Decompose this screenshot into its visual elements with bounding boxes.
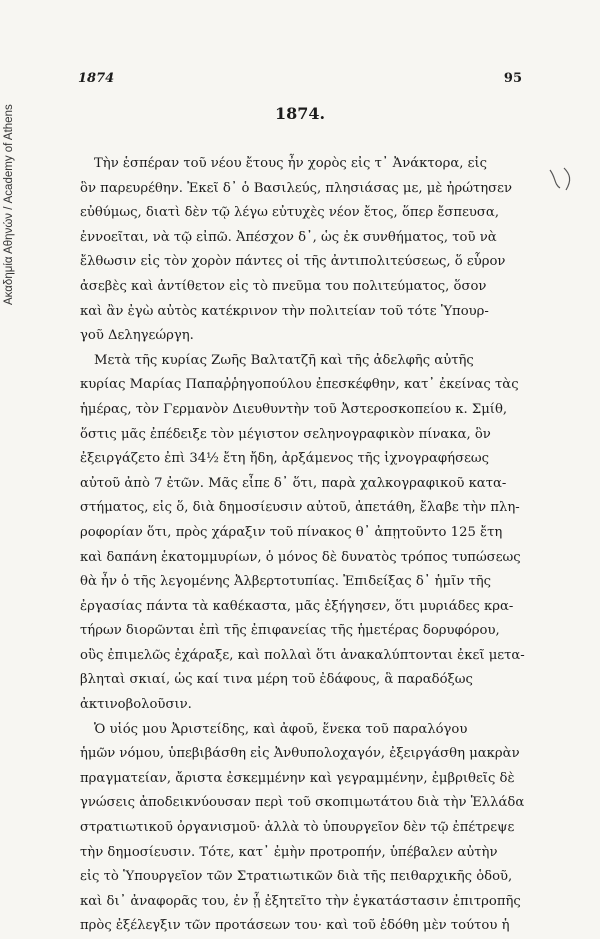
- text-line: ροφορίαν ὅτι, πρὸς χάραξιν τοῦ πίνακος θ᾽ ἀπῃτοῦντο 125 ἔτη: [80, 524, 503, 540]
- text-line: ἀκτινοβολοῦσιν.: [80, 697, 192, 713]
- text-line: γνώσεις ἀποδεικνύουσαν περὶ τοῦ σκοπιμωτάτου διὰ τὴν Ἑλλάδα: [80, 795, 525, 811]
- text-line: κυρίας Μαρίας Παπαῤῥηγοπούλου ἐπεσκέφθην, κατ᾽ ἐκείνας τὰς: [80, 377, 519, 393]
- text-line: ἡμέρας, τὸν Γερμανὸν Διευθυντὴν τοῦ Ἀστεροσκοπείου κ. Σμίθ,: [80, 401, 508, 417]
- archive-watermark-label: Ακαδημία Αθηνών / Academy of Athens: [3, 104, 15, 306]
- chapter-title: 1874.: [274, 104, 326, 123]
- handwritten-margin-mark: [546, 166, 576, 192]
- text-line: τήρων διορῶνται ἐπὶ τῆς ἐπιφανείας τῆς ἡμετέρας δορυφόρου,: [80, 623, 500, 639]
- text-line: γοῦ Δεληγεώργη.: [80, 328, 194, 344]
- text-line: εὐθύμως, διατὶ δὲν τῷ λέγω εὐτυχὲς νέον ἔτος, ὅπερ ἔσπευσα,: [80, 205, 500, 221]
- text-line: ἔλθωσιν εἰς τὸν χορὸν πάντες οἱ τῆς ἀντιπολιτεύσεως, ὅ εὗρον: [80, 254, 506, 270]
- text-line: τὴν δημοσίευσιν. Τότε, κατ᾽ ἐμὴν προτροπήν, ὑπέβαλεν αὐτὴν: [80, 844, 498, 860]
- text-line: Μετὰ τῆς κυρίας Ζωῆς Βαλτατζῆ καὶ τῆς ἀδελφῆς αὐτῆς: [94, 352, 474, 368]
- page-body: [80, 152, 530, 939]
- text-line: ἐννοεῖται, νὰ τῷ εἰπῶ. Ἀπέσχον δ᾽, ὡς ἐκ συνθήματος, τοῦ νὰ: [80, 229, 497, 245]
- text-line: ἀσεβὲς καὶ ἀντίθετον εἰς τὸ πνεῦμα του πολιτεύματος, ὅσον: [80, 278, 487, 294]
- text-line: θὰ ἦν ὁ τῆς λεγομένης Ἀλβερτοτυπίας. Ἐπιδείξας δ᾽ ἡμῖν τῆς: [80, 574, 492, 590]
- text-line: πραγματείαν, ἄριστα ἐσκεμμένην καὶ γεγραμμένην, ἐμβριθεῖς δὲ: [80, 770, 515, 786]
- text-line: εἰς τὸ Ὑπουργεῖον τῶν Στρατιωτικῶν διὰ τῆς πειθαρχικῆς ὁδοῦ,: [80, 869, 513, 885]
- text-line: καὶ δαπάνη ἑκατομμυρίων, ὁ μόνος δὲ δυνατὸς τρόπος τυπώσεως: [80, 549, 521, 565]
- text-line: καὶ ἂν ἐγὼ αὐτὸς κατέκρινον τὴν πολιτείαν τοῦ τότε Ὑπουρ-: [80, 303, 489, 319]
- text-line: βληταὶ σκιαί, ὡς καί τινα μέρη τοῦ ἐδάφους, ἃ παραδόξως: [80, 672, 473, 688]
- text-line: ὅστις μᾶς ἐπέδειξε τὸν μέγιστον σεληνογραφικὸν πίνακα, ὃν: [80, 426, 491, 442]
- text-line: ὃν παρευρέθην. Ἐκεῖ δ᾽ ὁ Βασιλεύς, πλησιάσας με, μὲ ἠρώτησεν: [80, 180, 513, 196]
- text-line: ἡμῶν νόμου, ὑπεβιβάσθη εἰς Ἀνθυπολοχαγόν, ἐξειργάσθη μακρὰν: [80, 746, 520, 762]
- page-number: 95: [503, 71, 522, 86]
- text-line: στήματος, εἰς ὅ, διὰ δημοσίευσιν αὐτοῦ, ἀπετάθη, ἔλαβε τὴν πλη-: [80, 500, 520, 516]
- text-line: πρὸς ἐξέλεγξιν τῶν προτάσεων του· καὶ τοῦ ἐδόθη μὲν τούτου ἡ: [80, 918, 510, 934]
- text-line: καὶ δι᾽ ἀναφορᾶς του, ἐν ᾗ ἐξητεῖτο τὴν ἐγκατάστασιν ἐπιτροπῆς: [80, 893, 521, 909]
- text-line: ἐξειργάζετο ἐπὶ 34½ ἔτη ἤδη, ἀρξάμενος τῆς ἰχνογραφήσεως: [80, 451, 490, 467]
- running-header-year: 1874: [78, 71, 115, 86]
- text-line: Τὴν ἑσπέραν τοῦ νέου ἔτους ἦν χορὸς εἰς τ᾽ Ἀνάκτορα, εἰς: [94, 156, 488, 171]
- text-line: στρατιωτικοῦ ὀργανισμοῦ· ἀλλὰ τὸ ὑπουργεῖον δὲν τῷ ἐπέτρεψε: [80, 820, 515, 836]
- text-line: οὓς ἐπιμελῶς ἐχάραξε, καὶ πολλαὶ ὅτι ἀνακαλύπτονται ἐκεῖ μετα-: [80, 647, 525, 663]
- text-line: ἐργασίας πάντα τὰ καθέκαστα, μᾶς ἐξήγησεν, ὅτι μυριάδες κρα-: [80, 598, 514, 614]
- text-line: αὐτοῦ ἀπὸ 7 ἐτῶν. Μᾶς εἶπε δ᾽ ὅτι, παρὰ χαλκογραφικοῦ κατα-: [80, 475, 507, 491]
- text-line: Ὁ υἱός μου Ἀριστείδης, καὶ ἀφοῦ, ἕνεκα τοῦ παραλόγου: [94, 721, 468, 737]
